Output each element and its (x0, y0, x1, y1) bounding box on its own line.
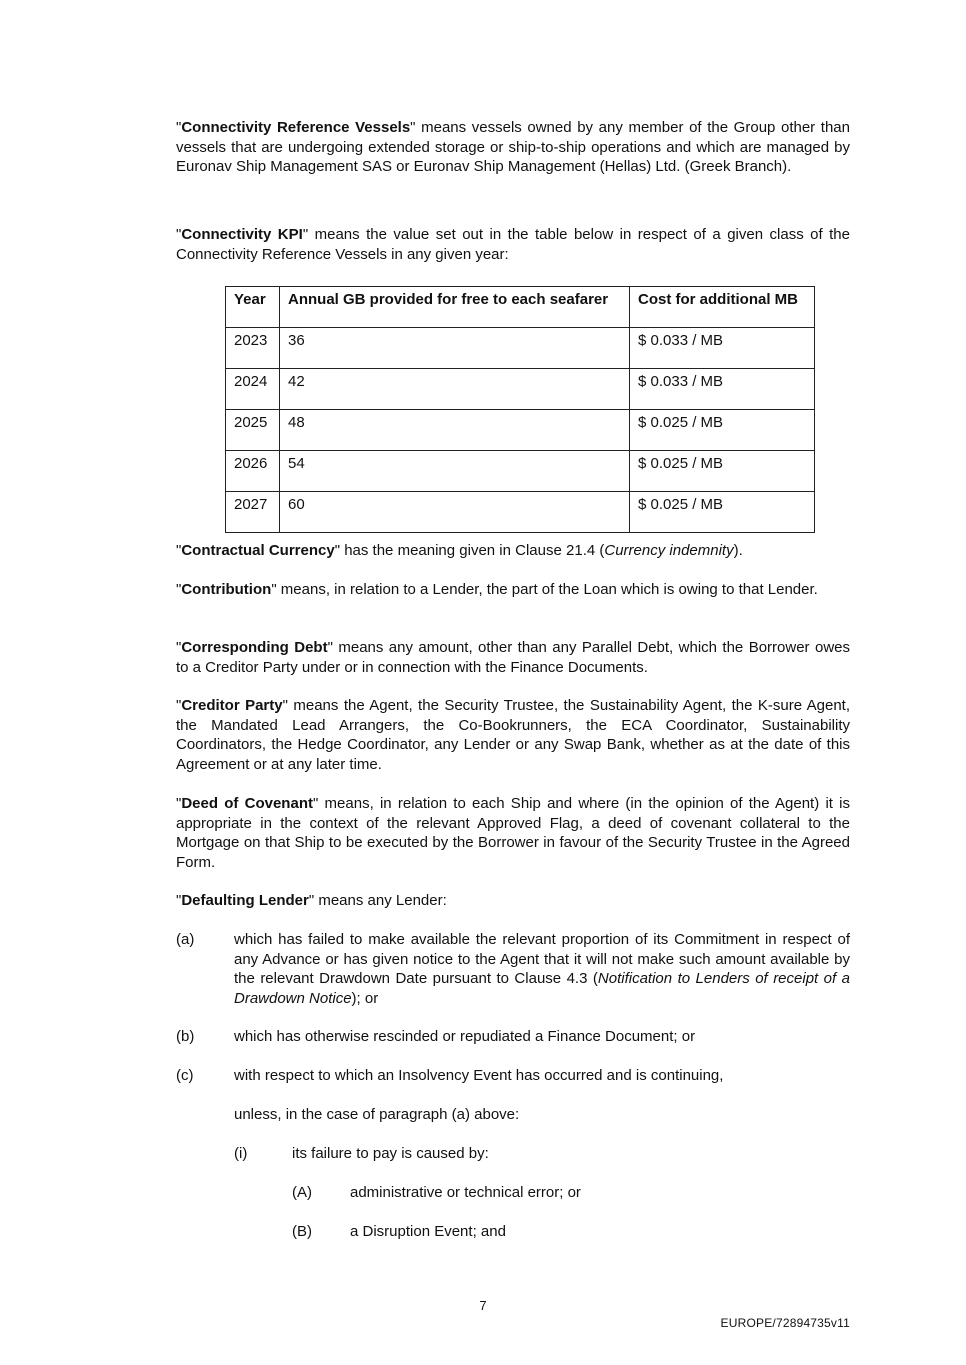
definition-deed-of-covenant: "Deed of Covenant" means, in relation to each Ship and where (in the opinion of the Agent) it is appropriate in the context of the relevant Approved Flag, a deed of covenant collateral to the Mortgage on that Ship to be executed by the Borrower in favour of the Security Trustee in the Agreed Form. (176, 795, 851, 871)
definition-connectivity-reference-vessels: "Connectivity Reference Vessels" means vessels owned by any member of the Group other than vessels that are undergoing extended storage or ship-to-ship operations and which are managed by Euronav Ship Management SAS or Euronav Ship Management (Hellas) Ltd. (Greek Branch). (176, 119, 850, 176)
item-text: ); or (351, 989, 379, 1007)
definition-defaulting-lender: "Defaulting Lender" means any Lender: (176, 892, 447, 909)
defined-term: Contribution (181, 581, 272, 598)
definition-contractual-currency: "Contractual Currency" has the meaning given in Clause 21.4 (Currency indemnity). (176, 542, 743, 559)
table-cell: $ 0.025 / MB (630, 492, 815, 533)
list-item-text (234, 930, 850, 1008)
table-row (226, 492, 815, 533)
table-cell: 60 (280, 492, 630, 533)
definition-text: has the meaning given in Clause 21.4 ( (340, 542, 605, 559)
page-number: 7 (479, 1298, 487, 1313)
definition-contribution: "Contribution" means, in relation to a Lender, the part of the Loan which is owing to that Lender. (176, 581, 818, 598)
table-header-cell: Cost for additional MB (630, 287, 815, 328)
definition-text: means any amount, other than any Parallel Debt, which the Borrower owes to a Creditor Party under or in connection with the Finance Documents. (176, 639, 850, 676)
list-item-text: its failure to pay is caused by: (292, 1145, 489, 1162)
clause-reference: Currency indemnity (604, 542, 734, 559)
table-cell: 2026 (226, 451, 280, 492)
table-header-cell: Year (226, 287, 280, 328)
list-item-text: which has otherwise rescinded or repudiated a Finance Document; or (234, 1028, 696, 1045)
connectivity-kpi-table (225, 286, 815, 533)
defined-term: Connectivity KPI (181, 226, 303, 243)
table-cell: $ 0.033 / MB (630, 369, 815, 410)
document-reference: EUROPE/72894735v11 (720, 1316, 850, 1330)
list-label: (b) (176, 1028, 195, 1045)
defined-term: Creditor Party (181, 697, 283, 714)
table-cell: 54 (280, 451, 630, 492)
list-item-text: with respect to which an Insolvency Event has occurred and is continuing, (234, 1067, 724, 1084)
item-text: which has failed to make available the relevant proportion of its Commitment in respect of any Advance or has given notice to the Agent that it will not make such amount available by the relevant Drawdown Date pursuant to Clause 4.3 ( (234, 931, 850, 988)
clause-reference: Notification to Lenders of receipt of a Drawdown Notice (234, 970, 850, 1007)
definition-text: ). (733, 542, 743, 559)
defined-term: Contractual Currency (181, 542, 335, 559)
table-row (226, 410, 815, 451)
defined-term: Connectivity Reference Vessels (181, 119, 411, 136)
list-item-text: a Disruption Event; and (350, 1223, 506, 1240)
table-cell: 2025 (226, 410, 280, 451)
definition-creditor-party: "Creditor Party" means the Agent, the Security Trustee, the Sustainability Agent, the K-sure Agent, the Mandated Lead Arrangers, the Co-Bookrunners, the ECA Coordinator, Sustainability Coordinators, the Hedge Coordinator, any Lender or any Swap Bank, whether as at the date of this Agreement or at any later time. (176, 697, 851, 773)
definition-corresponding-debt: "Corresponding Debt" means any amount, other than any Parallel Debt, which the Borrower owes to a Creditor Party under or in connection with the Finance Documents. (176, 639, 850, 676)
table-row (226, 328, 815, 369)
defined-term: Corresponding Debt (181, 639, 328, 656)
definition-text: means, in relation to a Lender, the part of the Loan which is owing to that Lender. (276, 581, 818, 598)
list-item-text: administrative or technical error; or (350, 1184, 581, 1201)
table-cell: 42 (280, 369, 630, 410)
table-cell: 2023 (226, 328, 280, 369)
definition-text: means vessels owned by any member of the Group other than vessels that are undergoing extended storage or ship-to-ship operations and which are managed by Euronav Ship Management SAS or Euronav Ship Management (Hellas) Ltd. (Greek Branch). (176, 119, 850, 176)
defined-term: Defaulting Lender (181, 892, 309, 909)
list-label: (c) (176, 1067, 194, 1084)
table-cell: 2024 (226, 369, 280, 410)
table-cell: 36 (280, 328, 630, 369)
definition-connectivity-kpi: "Connectivity KPI" means the value set out in the table below in respect of a given class of the Connectivity Reference Vessels in any given year: (176, 226, 850, 263)
defined-term: Deed of Covenant (181, 795, 313, 812)
definition-text: means any Lender: (314, 892, 447, 909)
table-header-row (226, 287, 815, 328)
table-row (226, 451, 815, 492)
definition-text: means the Agent, the Security Trustee, the Sustainability Agent, the K-sure Agent, the Mandated Lead Arrangers, the Co-Bookrunners, the ECA Coordinator, Sustainability Coordinators, the Hedge Coordinator, any Lender or any Swap Bank, whether as at the date of this Agreement or at any later time. (176, 697, 851, 773)
table-cell: 2027 (226, 492, 280, 533)
list-label: (A) (292, 1184, 312, 1201)
table-cell: $ 0.025 / MB (630, 451, 815, 492)
definition-text: means the value set out in the table below in respect of a given class of the Connectivity Reference Vessels in any given year: (176, 226, 850, 263)
list-label: (a) (176, 931, 195, 948)
table-header-cell: Annual GB provided for free to each seafarer (280, 287, 630, 328)
table-row (226, 369, 815, 410)
definition-text: means, in relation to each Ship and where (in the opinion of the Agent) it is appropriate in the context of the relevant Approved Flag, a deed of covenant collateral to the Mortgage on that Ship to be executed by the Borrower in favour of the Security Trustee in the Agreed Form. (176, 795, 851, 871)
list-label: (B) (292, 1223, 312, 1240)
table-cell: $ 0.025 / MB (630, 410, 815, 451)
table-cell: 48 (280, 410, 630, 451)
unless-text: unless, in the case of paragraph (a) above: (234, 1106, 520, 1123)
list-label: (i) (234, 1145, 248, 1162)
table-cell: $ 0.033 / MB (630, 328, 815, 369)
